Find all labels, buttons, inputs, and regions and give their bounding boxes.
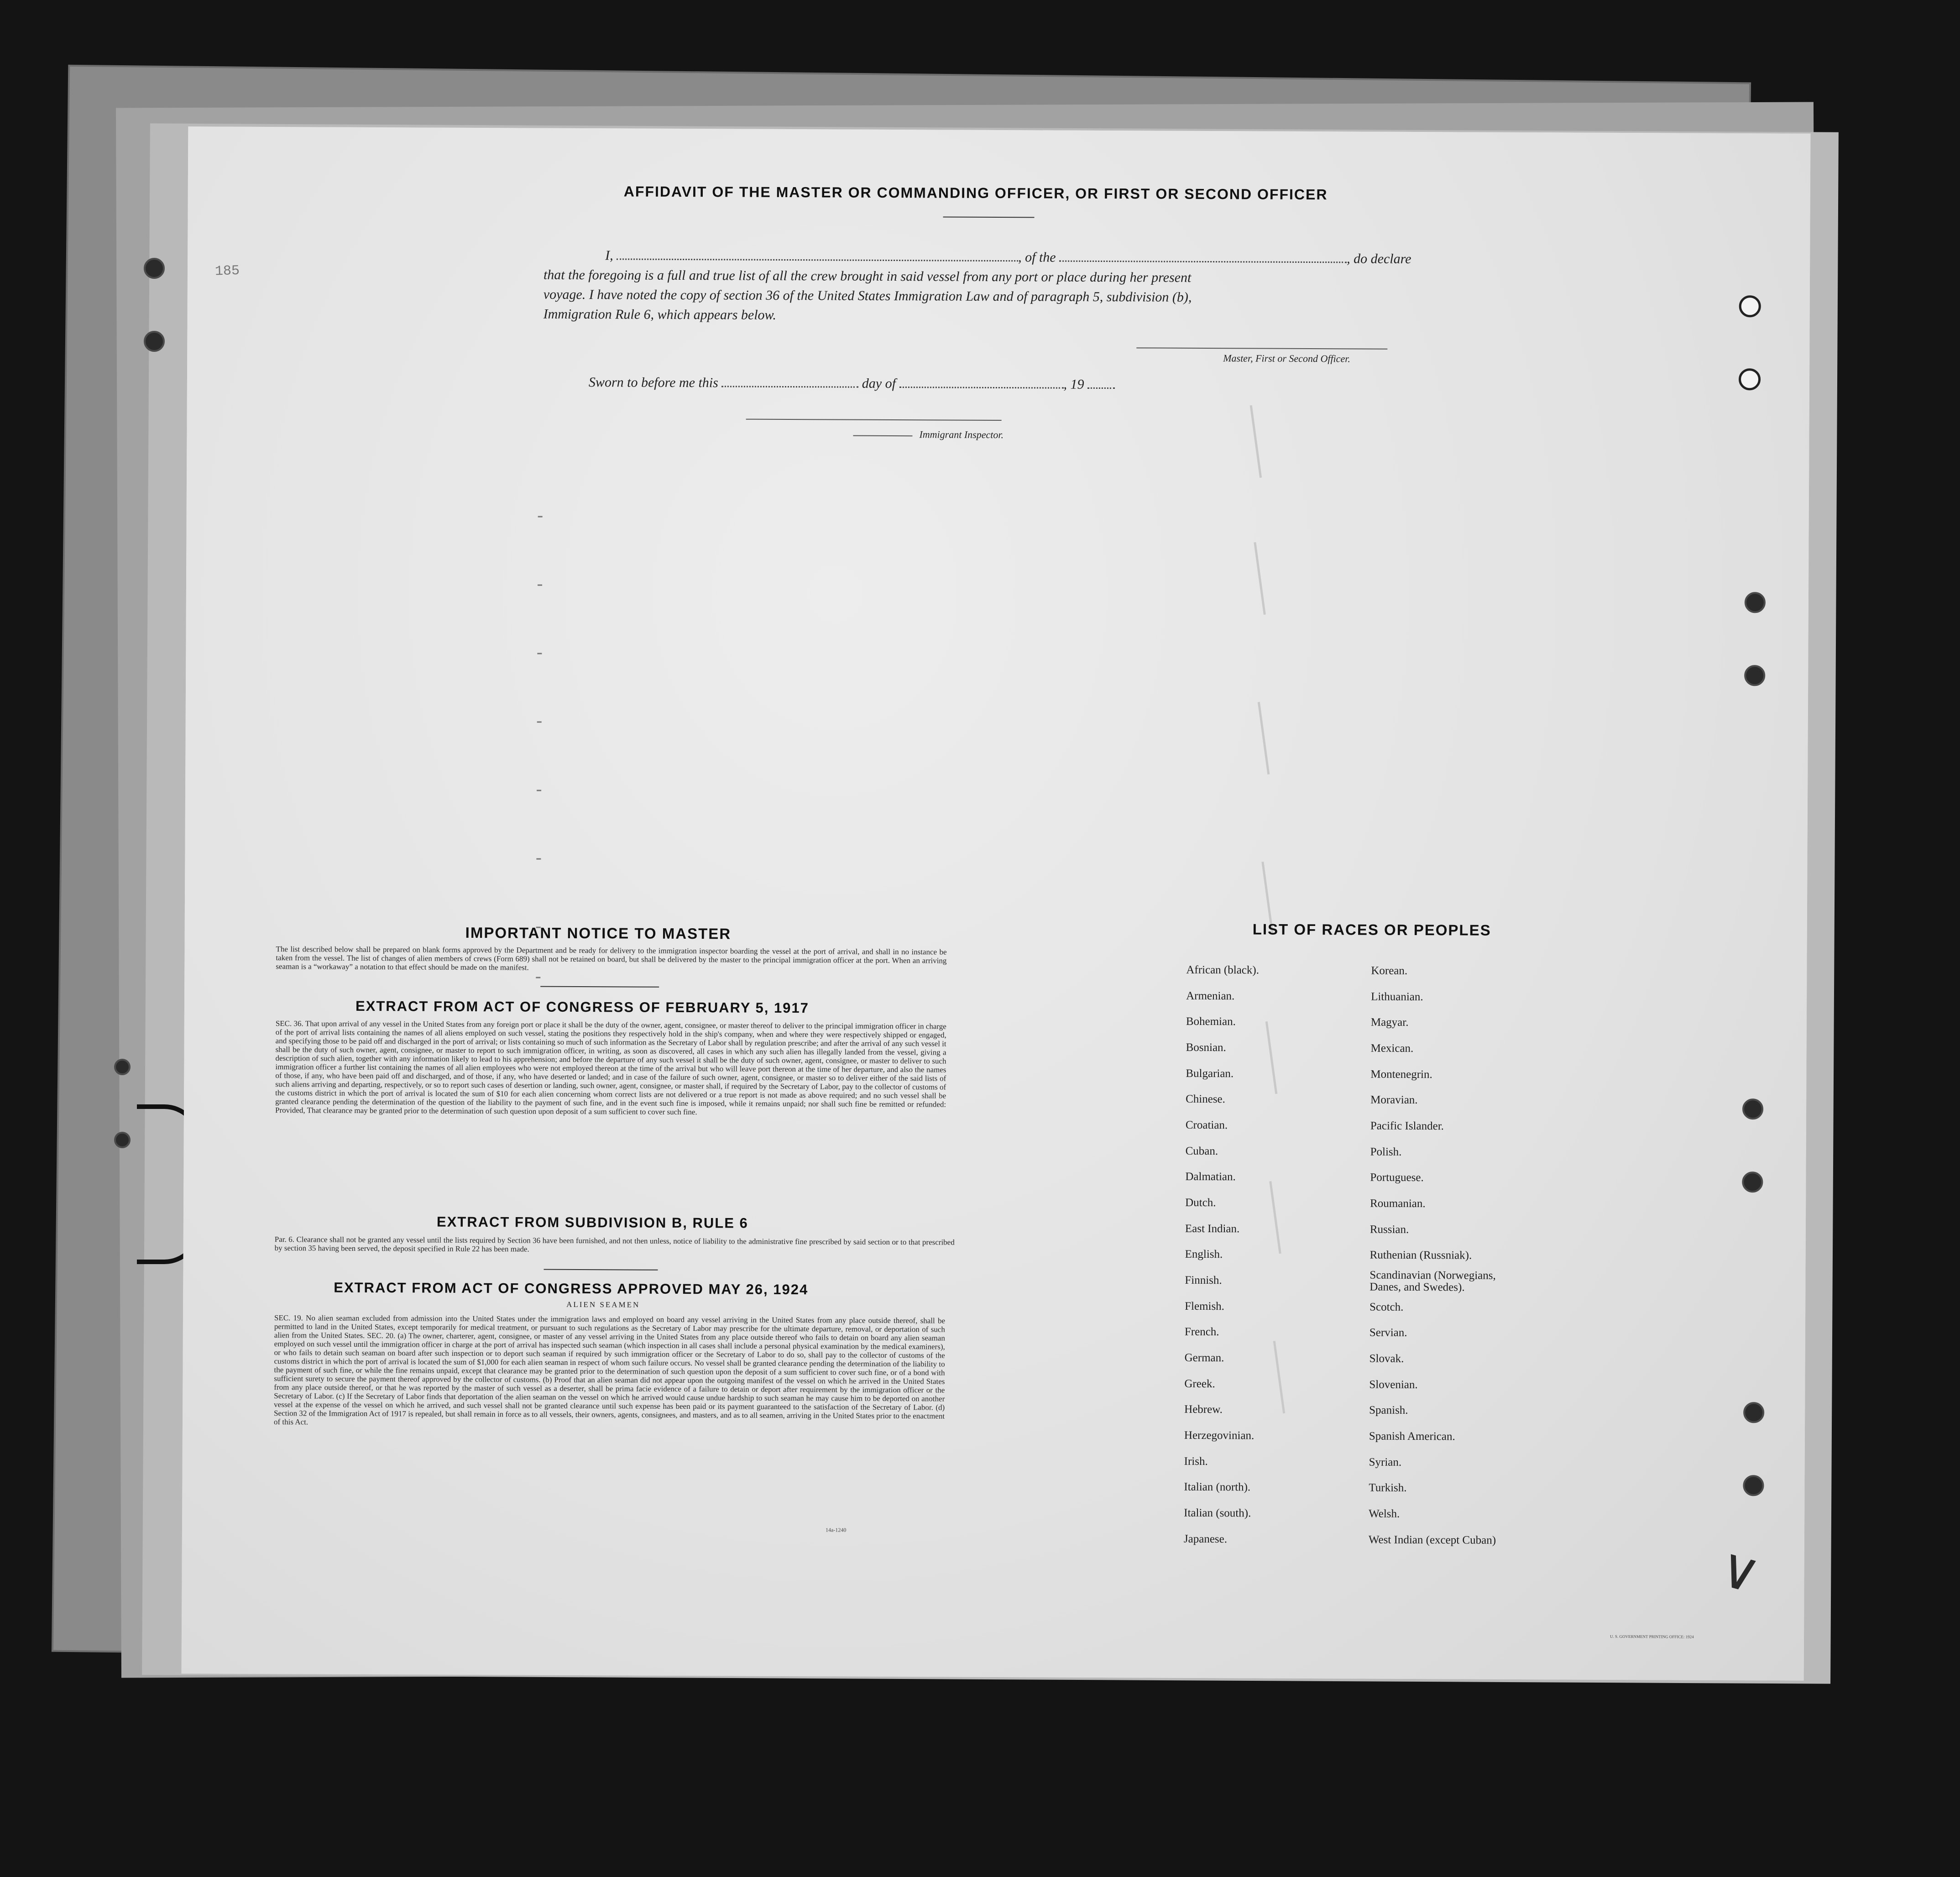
binder-hole-icon bbox=[1742, 1171, 1763, 1192]
race-right-item: Magyar. bbox=[1370, 1016, 1409, 1029]
divider bbox=[540, 986, 659, 988]
sworn-line bbox=[589, 375, 1115, 392]
pencil-mark bbox=[1254, 542, 1266, 615]
affidavit-line-1 bbox=[605, 248, 1411, 267]
margin-tick bbox=[536, 977, 540, 978]
form-number: 14a-1240 bbox=[825, 1527, 847, 1533]
year-blank bbox=[1087, 377, 1115, 389]
race-left-item: Dalmatian. bbox=[1185, 1170, 1236, 1183]
race-right-item: Korean. bbox=[1371, 964, 1408, 977]
pencil-mark bbox=[1250, 405, 1262, 478]
sworn-prefix: Sworn to before me this bbox=[588, 375, 718, 391]
binder-hole-icon bbox=[1743, 1402, 1764, 1423]
signature-line bbox=[1136, 347, 1387, 349]
handwritten-page-mark: ∨ bbox=[1712, 1535, 1768, 1607]
printer-footer: U. S. GOVERNMENT PRINTING OFFICE: 1924 bbox=[1610, 1634, 1694, 1639]
important-notice-text: The list described below shall be prepared on blank forms approved by the Department and be ready for delivery to the immigration inspector boarding the vessel at the port of arrival, and shall in no instance be taken from the vessel. The list of changes of alien members of crews (Form 689) shall not be retained on board, but shall be delivered by the master to the principal immigration officer at the port. When an arriving seaman is a “workaway” a notation to that effect should be made on the manifest. bbox=[276, 945, 947, 972]
margin-stamp: 185 bbox=[214, 263, 240, 280]
race-right-item: Servian. bbox=[1369, 1326, 1407, 1339]
affidavit-title: AFFIDAVIT OF THE MASTER OR COMMANDING OFFICER, OR FIRST OR SECOND OFFICER bbox=[623, 183, 1328, 203]
pencil-mark bbox=[1258, 702, 1270, 774]
binder-hole-icon bbox=[114, 1132, 131, 1148]
race-left-item: Irish. bbox=[1184, 1455, 1208, 1468]
affidavit-line-3: voyage. I have noted the copy of section 36 of the United States Immigration Law and of paragraph 5, subdivision (b), bbox=[543, 287, 1192, 305]
pencil-mark bbox=[1269, 1181, 1281, 1254]
race-right-item: Russian. bbox=[1369, 1223, 1409, 1236]
binder-hole-icon bbox=[1743, 1475, 1764, 1496]
binder-hole-icon bbox=[114, 1059, 131, 1075]
race-left-item: Greek. bbox=[1184, 1377, 1215, 1391]
binder-hole-icon bbox=[144, 258, 165, 279]
race-left-item: Japanese. bbox=[1183, 1532, 1228, 1546]
affidavit-line-4: Immigration Rule 6, which appears below. bbox=[543, 306, 776, 323]
affidavit-declare: , do declare bbox=[1347, 251, 1411, 267]
race-right-item: Slovenian. bbox=[1369, 1378, 1418, 1391]
race-left-item: Bohemian. bbox=[1186, 1015, 1236, 1028]
race-left-item: Cuban. bbox=[1185, 1145, 1218, 1158]
races-title: LIST OF RACES OR PEOPLES bbox=[1252, 920, 1491, 939]
margin-tick bbox=[537, 790, 541, 791]
affidavit-i: I, bbox=[605, 248, 613, 263]
binder-hole-icon bbox=[1739, 368, 1761, 390]
divider bbox=[943, 216, 1035, 218]
alien-seamen-subtitle: ALIEN SEAMEN bbox=[566, 1300, 640, 1309]
race-right-item: Turkish. bbox=[1369, 1481, 1407, 1494]
inspector-label: Immigrant Inspector. bbox=[919, 429, 1004, 441]
race-right-item: Roumanian. bbox=[1370, 1197, 1426, 1210]
pencil-mark bbox=[1265, 1021, 1278, 1094]
race-left-item: English. bbox=[1185, 1248, 1223, 1261]
vessel-blank bbox=[1059, 251, 1347, 263]
affidavit-line-2: that the foregoing is a full and true list of all the crew brought in said vessel from any port or place during her present bbox=[543, 267, 1192, 285]
race-left-item: Chinese. bbox=[1186, 1093, 1225, 1106]
extract-1924-title: EXTRACT FROM ACT OF CONGRESS APPROVED MAY 26, 1924 bbox=[334, 1279, 809, 1298]
race-left-item: East Indian. bbox=[1185, 1222, 1240, 1235]
sworn-year: , 19 bbox=[1063, 376, 1084, 392]
race-left-item: Herzegovinian. bbox=[1184, 1429, 1254, 1442]
inspector-line bbox=[746, 419, 1002, 421]
race-right-item: Welsh. bbox=[1369, 1507, 1400, 1520]
name-blank bbox=[617, 248, 1018, 261]
race-right-item: Mexican. bbox=[1370, 1042, 1414, 1055]
race-left-item: Croatian. bbox=[1185, 1119, 1228, 1132]
sworn-day-of: day of bbox=[862, 376, 896, 392]
extract-1917-text: SEC. 36. That upon arrival of any vessel in the United States from any foreign port or place it shall be the duty of the owner, agent, consignee, or master thereof to deliver to the principal immigration officer in charge of the port of arrival lists containing the names of all aliens employed on such vessel, stating the positions they respectively hold in the ship's company, when and where they were respectively shipped or engaged, and specifying those to be paid off and discharged in the port of arrival; or lists containing so much of such information as the Secretary of Labor shall by regulation prescribe; and after the arrival of any such vessel it shall be the duty of such owner, agent, consignee, or master to report to such immigration officer, in writing, as soon as discovered, all cases in which any such alien has illegally landed from the vessel, giving a description of such alien, together with any information likely to lead to his apprehension; and before the departure of any such vessel it shall be the duty of such owner, agent, consignee, or master to deliver to such immigration officer a further list containing the names of all alien employees who were not employed thereon at the time of the arrival but who will leave port thereon at the time of her departure, and also the names of those, if any, who have been paid off and discharged, and of those, if any, who have deserted or landed; and in case of the failure of such owner, agent, consignee, or master so to deliver either of the said lists of such aliens arriving and departing, respectively, or so to report such cases of desertion or landing, such owner, agent, consignee, or master shall, if required by the Secretary of Labor, pay to the collector of customs of the customs district in which the port of arrival is located the sum of $10 for each alien concerning whom correct lists are not delivered or a true report is not made as above required; and no such vessel shall be granted clearance pending the determination of the question of the liability to the payment of such fine, and in the event such fine is imposed, while it remains unpaid; nor shall such fine be remitted or refunded: Provided, That clearance may be granted prior to the determination of such question upon deposit of a sum sufficient to cover such fine. bbox=[275, 1019, 946, 1117]
race-right-item: Scandinavian (Norwegians, Danes, and Swedes). bbox=[1369, 1269, 1496, 1294]
extract-rule6-title: EXTRACT FROM SUBDIVISION B, RULE 6 bbox=[436, 1213, 748, 1231]
race-right-item: Slovak. bbox=[1369, 1352, 1404, 1365]
month-blank bbox=[899, 376, 1063, 389]
margin-tick bbox=[537, 722, 542, 723]
race-left-item: Italian (south). bbox=[1184, 1506, 1251, 1520]
margin-tick bbox=[538, 585, 542, 586]
signature-label: Master, First or Second Officer. bbox=[1223, 352, 1350, 365]
binder-hole-icon bbox=[1745, 592, 1766, 613]
affidavit-page bbox=[182, 126, 1811, 1680]
race-right-item: Lithuanian. bbox=[1371, 990, 1423, 1004]
race-right-item: Ruthenian (Russniak). bbox=[1369, 1249, 1472, 1262]
extract-rule6-text: Par. 6. Clearance shall not be granted any vessel until the lists required by Section 36 have been furnished, and not then unless, notice of liability to the administrative fine prescribed by said section or to that prescribed by section 35 having been served, the deposit specified in Rule 22 has been made. bbox=[274, 1235, 955, 1254]
race-left-item: German. bbox=[1184, 1351, 1224, 1365]
race-right-item: Syrian. bbox=[1369, 1456, 1402, 1469]
race-left-item: Italian (north). bbox=[1184, 1480, 1251, 1494]
race-left-item: Bosnian. bbox=[1186, 1041, 1226, 1054]
margin-tick bbox=[536, 858, 541, 860]
race-left-item: Flemish. bbox=[1185, 1300, 1225, 1313]
race-right-item: Polish. bbox=[1370, 1145, 1402, 1158]
binder-hole-icon bbox=[1739, 295, 1761, 317]
binder-hole-icon bbox=[144, 331, 165, 352]
pencil-mark bbox=[1273, 1341, 1286, 1413]
race-right-item: Moravian. bbox=[1370, 1093, 1418, 1107]
race-right-item: Spanish American. bbox=[1369, 1430, 1455, 1443]
race-right-item: Portuguese. bbox=[1370, 1171, 1424, 1184]
margin-tick bbox=[538, 516, 543, 518]
race-right-item: Scotch. bbox=[1369, 1301, 1404, 1313]
important-notice-title: IMPORTANT NOTICE TO MASTER bbox=[465, 924, 732, 942]
binder-hole-icon bbox=[1742, 1098, 1763, 1119]
margin-tick bbox=[537, 653, 542, 654]
binder-hole-icon bbox=[1744, 665, 1765, 686]
divider bbox=[544, 1269, 658, 1271]
extract-1917-title: EXTRACT FROM ACT OF CONGRESS OF FEBRUARY 5, 1917 bbox=[355, 998, 810, 1016]
extract-1924-text: SEC. 19. No alien seaman excluded from admission into the United States under the immigration laws and employed on board any vessel arriving in the United States from any place outside thereof, shall be permitted to land in the United States, except temporarily for medical treatment, or pursuant to such regulations as the Secretary of Labor may prescribe for the ultimate departure, removal, or deportation of such alien from the United States. SEC. 20. (a) The owner, charterer, agent, consignee, or master of any vessel arriving in the United States from any place outside thereof who fails to detain on board any alien seaman employed on such vessel until the immigration officer in charge at the port of arrival has inspected such seaman (which inspection in all cases shall include a personal physical examination by the medical examiners), or who fails to detain such seaman on board after such inspection or to deport such seaman if required by such immigration officer or the Secretary of Labor to do so, shall pay to the collector of customs of the customs district in which the port of arrival is located the sum of $1,000 for each alien seaman in respect of whom such failure occurs. No vessel shall be granted clearance pending the determination of the liability to the payment of such fine, or while the fine remains unpaid, except that clearance may be granted prior to the determination of such question upon the deposit of a sum sufficient to cover such fine, or of a bond with sufficient surety to secure the payment thereof approved by the collector of customs. (b) Proof that an alien seaman did not appear upon the outgoing manifest of the vessel on which he arrived in the United States from any place outside thereof, or that he was reported by the master of such vessel as a deserter, shall be prima facie evidence of a failure to detain or deport after requirement by the immigration officer or the Secretary of Labor. (c) If the Secretary of Labor finds that deportation of the alien seaman on the vessel on which he arrived would cause undue hardship to such seaman he may cause him to be deported on another vessel at the expense of the vessel on which he arrived, and such vessel shall not be granted clearance until such expense has been paid or its payment guaranteed to the satisfaction of the Secretary of Labor. (d) Section 32 of the Immigration Act of 1917 is repealed, but shall remain in force as to all vessels, their owners, agents, consignees, and masters, and as to all seamen, arriving in the United States prior to the enactment of this Act. bbox=[273, 1313, 946, 1427]
race-left-item: Bulgarian. bbox=[1186, 1067, 1234, 1080]
day-blank bbox=[721, 376, 858, 387]
race-left-item: Dutch. bbox=[1185, 1196, 1216, 1209]
race-left-item: Finnish. bbox=[1185, 1274, 1222, 1287]
race-right-item: Spanish. bbox=[1369, 1404, 1408, 1417]
race-right-item: West Indian (except Cuban) bbox=[1368, 1533, 1496, 1547]
race-left-item: French. bbox=[1184, 1325, 1219, 1338]
race-right-item: Montenegrin. bbox=[1370, 1068, 1432, 1081]
race-left-item: Hebrew. bbox=[1184, 1403, 1223, 1416]
race-left-item: African (black). bbox=[1186, 963, 1260, 977]
inspector-line bbox=[853, 435, 912, 437]
race-left-item: Armenian. bbox=[1186, 989, 1235, 1003]
race-right-item: Pacific Islander. bbox=[1370, 1119, 1444, 1133]
affidavit-of-the: , of the bbox=[1018, 250, 1056, 265]
